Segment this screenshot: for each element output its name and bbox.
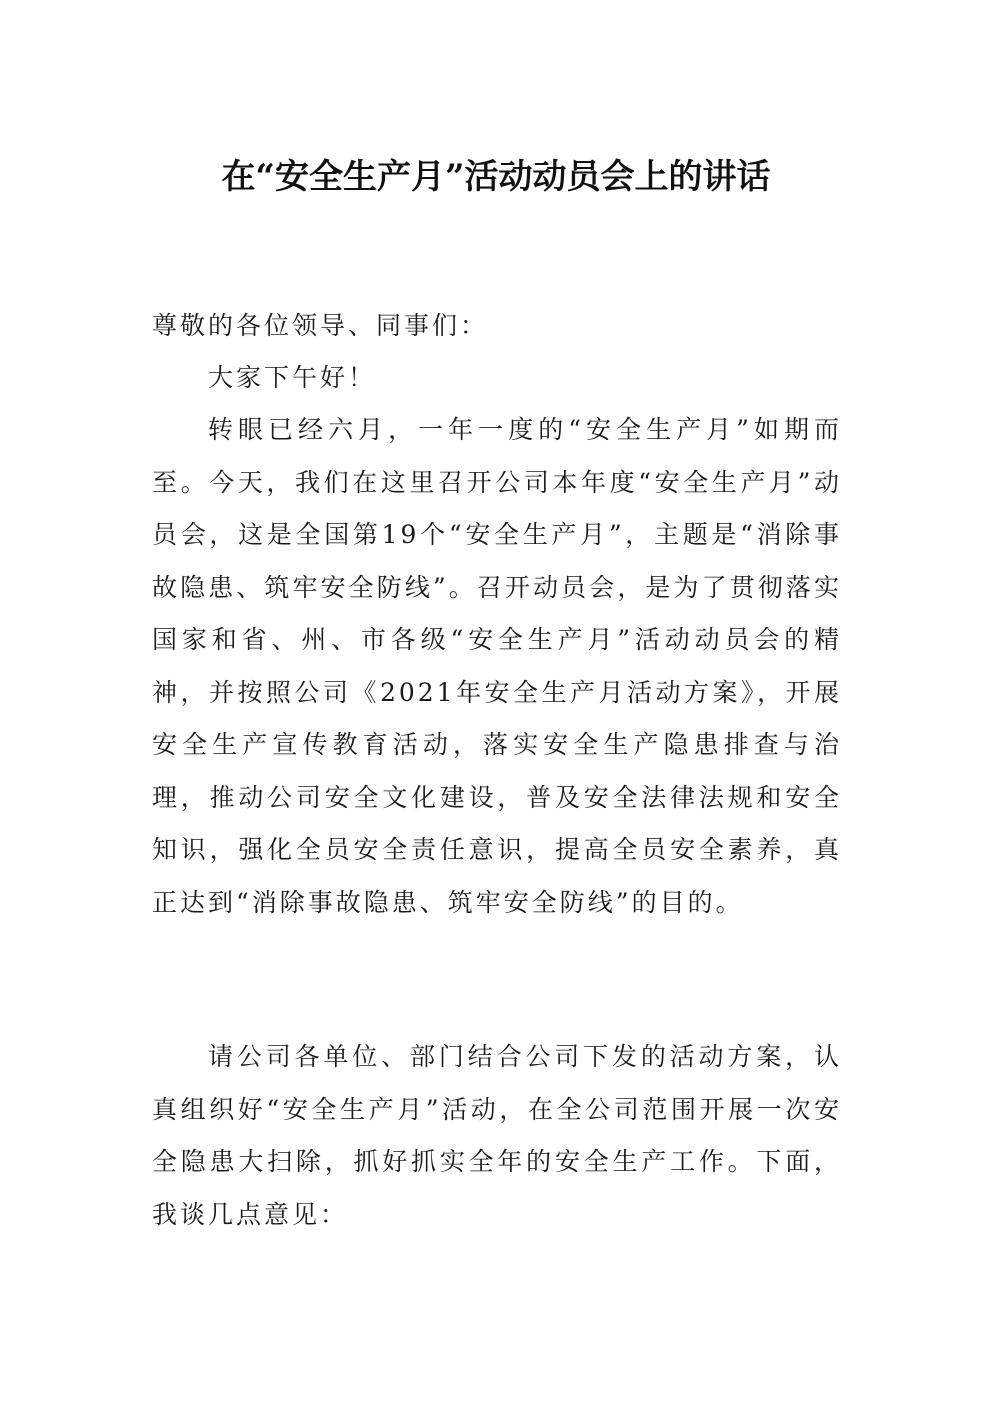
paragraph-text: 转眼已经六月，一年一度的“安全生产月”如期而至。今天，我们在这里召开公司本年度“安全生产月”动员会，这是全国第19个“安全生产月”，主题是“消除事故隐患、筑牢安全防线”。召开动员会，是为了贯彻落实国家和省、州、市各级“安全生产月”活动动员会的精神，并按照公司《2021年安全生产月活动方案》，开展安全生产宣传教育活动，落实安全生产隐患排查与治理，推动公司安全文化建设，普及安全法律法规和安全知识，强化全员安全责任意识，提高全员安全素养，真正达到“消除事故隐患、筑牢安全防线”的目的。 [152, 415, 842, 917]
document-title: 在“安全生产月”活动动员会上的讲话 [221, 156, 771, 197]
salutation-line [152, 300, 842, 353]
greeting-text: 大家下午好！ [208, 363, 377, 392]
salutation-text: 尊敬的各位领导、同事们： [152, 311, 489, 340]
greeting-line [152, 352, 842, 405]
paragraph-block [152, 404, 842, 929]
paragraph-block [152, 1031, 842, 1241]
paragraph-text: 请公司各单位、部门结合公司下发的活动方案，认真组织好“安全生产月”活动，在全公司范围开展一次安全隐患大扫除，抓好抓实全年的安全生产工作。下面，我谈几点意见： [152, 1042, 842, 1229]
